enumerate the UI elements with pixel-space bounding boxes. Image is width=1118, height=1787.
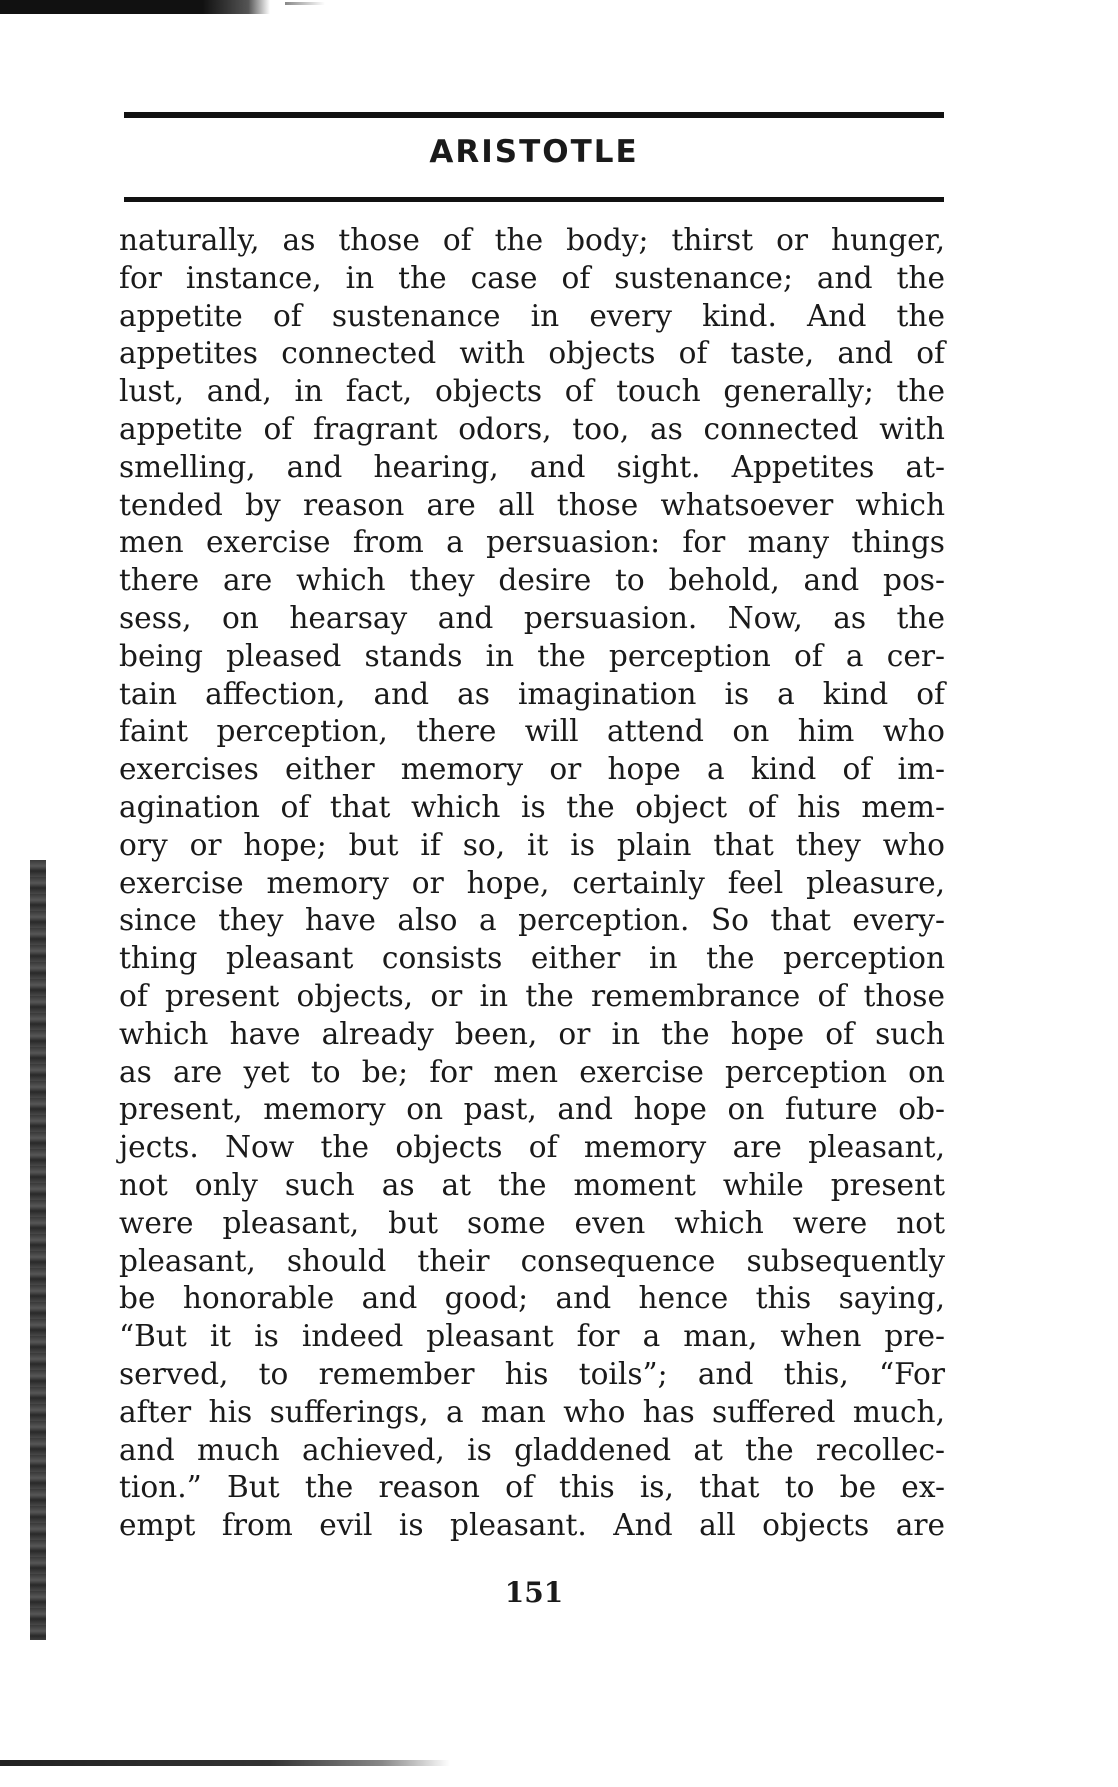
text-line: jects. Now the objects of memory are pleasant, (119, 1130, 945, 1165)
text-line: which have already been, or in the hope of such (119, 1016, 945, 1051)
scan-edge-left (30, 860, 46, 1640)
text-line: since they have also a perception. So that every- (119, 903, 945, 938)
scan-edge-top (0, 0, 270, 14)
text-line: men exercise from a persuasion: for many things (119, 525, 945, 560)
text-line: were pleasant, but some even which were not (119, 1205, 945, 1240)
text-line: faint perception, there will attend on him who (119, 714, 945, 749)
text-line: tion.” But the reason of this is, that to be ex- (119, 1470, 945, 1505)
body-text (119, 222, 945, 1545)
text-line: as are yet to be; for men exercise perception on (119, 1054, 945, 1089)
text-line: tain affection, and as imagination is a kind of (119, 676, 945, 711)
text-line: and much achieved, is gladdened at the recollec- (119, 1432, 945, 1467)
text-line: ory or hope; but if so, it is plain that they who (119, 827, 945, 862)
text-line: present, memory on past, and hope on future ob- (119, 1092, 945, 1127)
text-line: lust, and, in fact, objects of touch generally; the (119, 374, 945, 409)
text-line: “But it is indeed pleasant for a man, when pre- (119, 1319, 945, 1354)
text-line: being pleased stands in the perception of a cer- (119, 638, 945, 673)
text-line: sess, on hearsay and persuasion. Now, as the (119, 600, 945, 635)
text-line: tended by reason are all those whatsoever which (119, 487, 945, 522)
text-line: pleasant, should their consequence subsequently (119, 1243, 945, 1278)
text-line: be honorable and good; and hence this saying, (119, 1281, 945, 1316)
text-line: agination of that which is the object of his mem- (119, 789, 945, 824)
running-header: ARISTOTLE (429, 134, 639, 170)
text-line: thing pleasant consists either in the perception (119, 941, 945, 976)
text-line: appetite of fragrant odors, too, as connected with (119, 411, 945, 446)
text-line: appetites connected with objects of taste, and of (119, 336, 945, 371)
text-line: for instance, in the case of sustenance; and the (119, 260, 945, 295)
text-line: served, to remember his toils”; and this, “For (119, 1356, 945, 1391)
text-line: exercise memory or hope, certainly feel pleasure, (119, 865, 945, 900)
header-rule-bottom (124, 197, 944, 202)
header-rule-top (124, 112, 944, 118)
text-line: appetite of sustenance in every kind. And the (119, 298, 945, 333)
text-line: there are which they desire to behold, and pos- (119, 563, 945, 598)
text-line: of present objects, or in the remembrance of those (119, 978, 945, 1013)
page-number: 151 (504, 1576, 564, 1609)
text-line: empt from evil is pleasant. And all objects are (119, 1508, 945, 1543)
scan-mark-top (285, 2, 325, 5)
text-line: smelling, and hearing, and sight. Appetites at- (119, 449, 945, 484)
scan-edge-bottom (0, 1760, 450, 1766)
text-line: exercises either memory or hope a kind of im- (119, 752, 945, 787)
text-line: not only such as at the moment while present (119, 1167, 945, 1202)
text-line: naturally, as those of the body; thirst or hunger, (119, 223, 945, 257)
text-line: after his sufferings, a man who has suffered much, (119, 1394, 945, 1429)
